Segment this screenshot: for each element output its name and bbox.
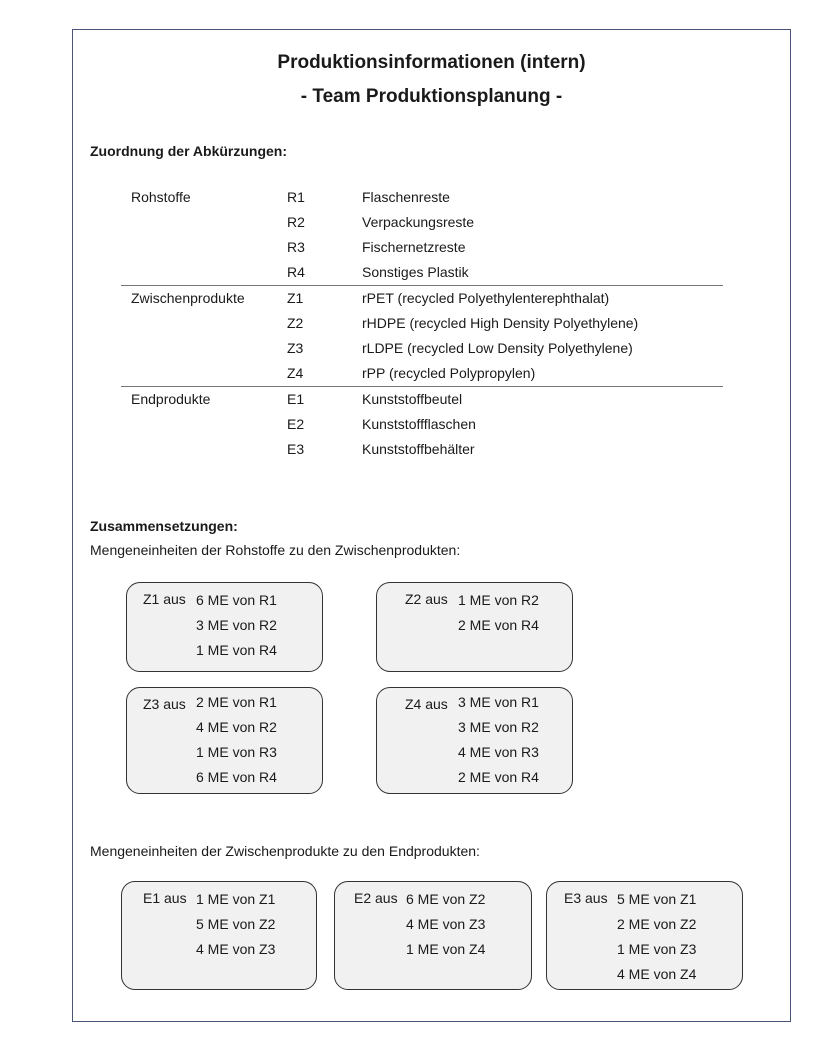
document-title: Produktionsinformationen (intern) <box>277 52 586 73</box>
abbr-name: Flaschenreste <box>362 189 450 205</box>
composition-line: 1 ME von R2 <box>458 592 539 608</box>
abbr-name: Kunststoffbehälter <box>362 441 475 457</box>
abbr-category: Zwischenprodukte <box>131 290 245 306</box>
abbr-name: Kunststoffbeutel <box>362 391 463 407</box>
abbr-group-intermediate <box>121 285 723 386</box>
composition-line: 3 ME von R2 <box>458 719 539 735</box>
composition-box-e1 <box>121 881 317 990</box>
abbr-code: R2 <box>287 214 305 230</box>
abbr-code: R3 <box>287 239 305 255</box>
abbr-row <box>121 387 723 412</box>
document-subtitle: - Team Produktionsplanung - <box>300 86 563 107</box>
abbr-code: Z2 <box>287 315 304 331</box>
abbr-code: Z3 <box>287 340 304 356</box>
abbr-name: Fischernetzreste <box>362 239 466 255</box>
composition-box-z4 <box>376 687 573 794</box>
composition-line: 4 ME von R2 <box>196 719 277 735</box>
composition-box-e2 <box>334 881 532 990</box>
composition-line: 2 ME von R4 <box>458 769 539 785</box>
composition-label: Z4 aus <box>405 696 448 712</box>
composition-line: 1 ME von Z1 <box>196 891 276 907</box>
composition-line: 5 ME von Z1 <box>617 891 697 907</box>
composition-label: Z2 aus <box>405 591 448 607</box>
composition-label: Z1 aus <box>143 591 186 607</box>
composition-label: E2 aus <box>354 890 398 906</box>
compositions-heading: Zusammensetzungen: <box>90 518 238 534</box>
composition-line: 4 ME von Z3 <box>196 941 276 957</box>
abbr-row <box>121 361 723 386</box>
composition-line: 4 ME von Z3 <box>406 916 486 932</box>
composition-label: E1 aus <box>143 890 187 906</box>
abbr-name: rLDPE (recycled Low Density Polyethylene) <box>362 340 633 356</box>
abbr-code: E3 <box>287 441 305 457</box>
composition-label: E3 aus <box>564 890 608 906</box>
intermediate-to-end-intro: Mengeneinheiten der Zwischenprodukte zu den Endprodukten: <box>90 843 480 859</box>
abbr-name: Sonstiges Plastik <box>362 264 469 280</box>
abbr-row <box>121 286 723 311</box>
abbr-name: Kunststoffflaschen <box>362 416 476 432</box>
abbreviations-heading: Zuordnung der Abkürzungen: <box>90 143 288 159</box>
abbr-row <box>121 336 723 361</box>
composition-line: 1 ME von R3 <box>196 744 277 760</box>
abbr-group-raw <box>121 185 723 285</box>
abbr-code: Z1 <box>287 290 304 306</box>
abbr-name: Verpackungsreste <box>362 214 475 230</box>
raw-to-intermediate-intro: Mengeneinheiten der Rohstoffe zu den Zwischenprodukten: <box>90 542 461 558</box>
abbr-category: Endprodukte <box>131 391 211 407</box>
composition-line: 6 ME von R1 <box>196 592 277 608</box>
abbr-name: rPP (recycled Polypropylen) <box>362 365 536 381</box>
composition-line: 1 ME von R4 <box>196 642 277 658</box>
composition-line: 2 ME von R1 <box>196 694 277 710</box>
abbr-category: Rohstoffe <box>131 189 191 205</box>
composition-line: 2 ME von R4 <box>458 617 539 633</box>
composition-line: 4 ME von Z4 <box>617 966 697 982</box>
abbr-code: Z4 <box>287 365 304 381</box>
document-page <box>72 29 791 1022</box>
abbr-code: R1 <box>287 189 305 205</box>
composition-line: 3 ME von R1 <box>458 694 539 710</box>
abbr-row <box>121 235 723 260</box>
composition-line: 3 ME von R2 <box>196 617 277 633</box>
composition-label: Z3 aus <box>143 696 186 712</box>
abbr-name: rHDPE (recycled High Density Polyethylene) <box>362 315 639 331</box>
composition-line: 1 ME von Z4 <box>406 941 486 957</box>
abbr-row <box>121 185 723 210</box>
abbreviations-table <box>121 185 723 462</box>
abbr-group-end <box>121 386 723 462</box>
abbr-row <box>121 210 723 235</box>
abbr-row <box>121 260 723 285</box>
composition-line: 6 ME von Z2 <box>406 891 486 907</box>
composition-line: 2 ME von Z2 <box>617 916 697 932</box>
abbr-code: R4 <box>287 264 305 280</box>
abbr-row <box>121 412 723 437</box>
composition-line: 4 ME von R3 <box>458 744 539 760</box>
abbr-name: rPET (recycled Polyethylenterephthalat) <box>362 290 610 306</box>
composition-line: 6 ME von R4 <box>196 769 277 785</box>
abbr-code: E2 <box>287 416 305 432</box>
composition-box-z1 <box>126 582 323 672</box>
composition-box-z3 <box>126 687 323 794</box>
composition-line: 1 ME von Z3 <box>617 941 697 957</box>
abbr-row <box>121 311 723 336</box>
abbr-row <box>121 437 723 462</box>
composition-box-e3 <box>546 881 743 990</box>
composition-line: 5 ME von Z2 <box>196 916 276 932</box>
abbr-code: E1 <box>287 391 305 407</box>
composition-box-z2 <box>376 582 573 672</box>
